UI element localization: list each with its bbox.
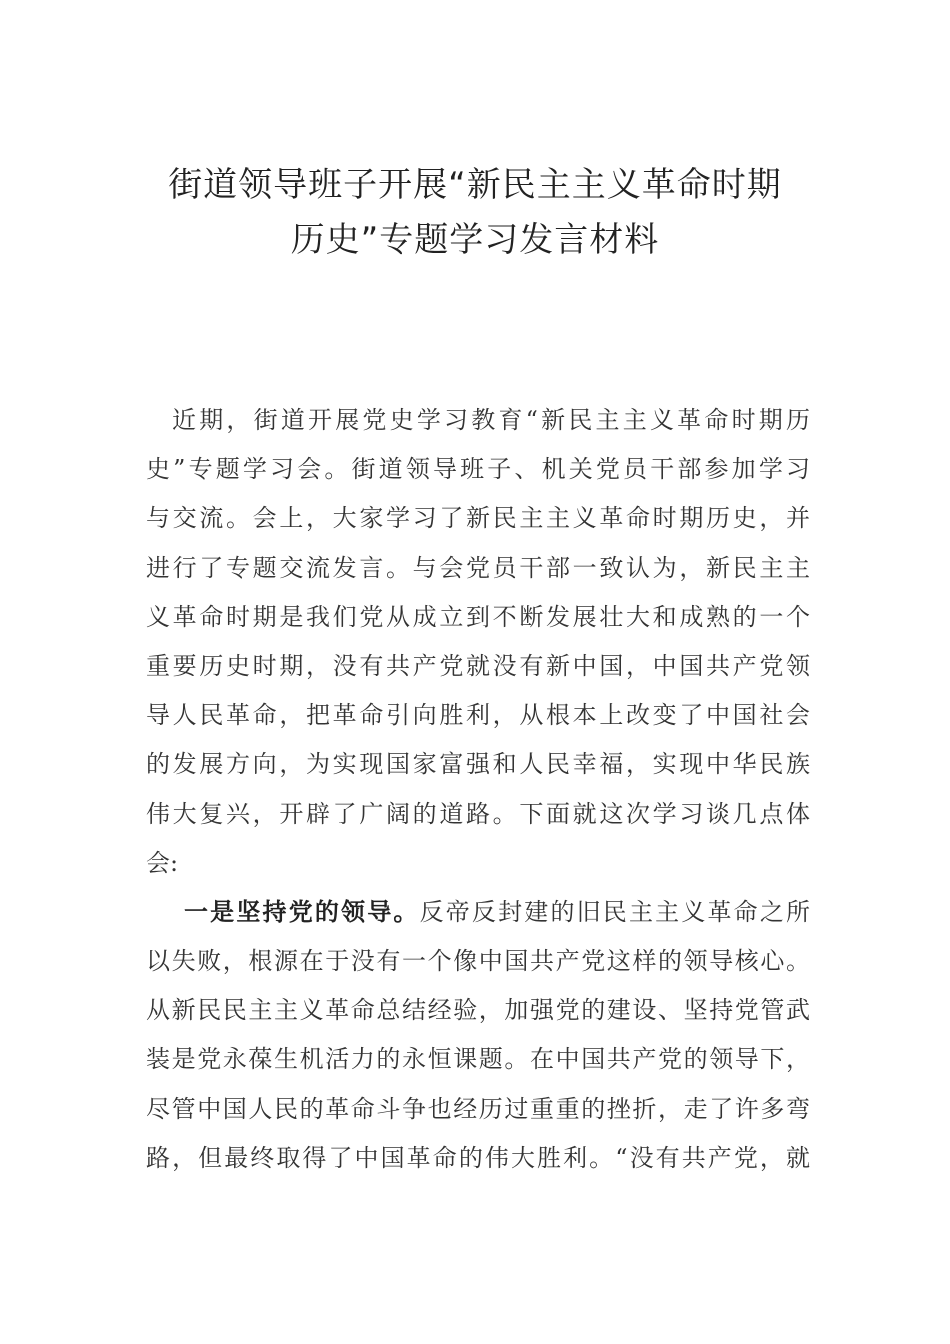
paragraph-line: 重要历史时期，没有共产党就没有新中国，中国共产党领 [146, 651, 810, 680]
paragraph-line: 的发展方向，为实现国家富强和人民幸福，实现中华民族 [146, 750, 810, 779]
paragraph-line: 导人民革命，把革命引向胜利，从根本上改变了中国社会 [146, 701, 810, 730]
paragraph-line: 路，但最终取得了中国革命的伟大胜利。“没有共产党，就 [146, 1143, 810, 1172]
paragraph-line: 与交流。会上，大家学习了新民主主义革命时期历史，并 [146, 504, 810, 533]
title-line-1: 街道领导班子开展“新民主主义革命时期 [168, 165, 782, 205]
paragraph-line: 尽管中国人民的革命斗争也经历过重重的挫折，走了许多弯 [146, 1094, 810, 1123]
document-body [146, 396, 810, 1183]
paragraph-line: 装是党永葆生机活力的永恒课题。在中国共产党的领导下， [146, 1045, 810, 1074]
point-heading: 一是坚持党的领导。 [184, 897, 420, 926]
paragraph-line: 以失败，根源在于没有一个像中国共产党这样的领导核心。 [146, 947, 810, 976]
paragraph-line: 近期，街道开展党史学习教育“新民主主义革命时期历 [172, 406, 810, 434]
paragraph-line: 会: [146, 848, 179, 877]
paragraph-intro [146, 396, 810, 888]
paragraph-line: 进行了专题交流发言。与会党员干部一致认为，新民主主 [146, 553, 810, 582]
paragraph-line: 史”专题学习会。街道领导班子、机关党员干部参加学习 [146, 455, 810, 484]
paragraph-line: 义革命时期是我们党从成立到不断发展壮大和成熟的一个 [146, 602, 810, 631]
paragraph-point-one [146, 888, 810, 1183]
paragraph-line: 从新民民主主义革命总结经验，加强党的建设、坚持党管武 [146, 996, 810, 1025]
paragraph-line [146, 888, 810, 937]
title-line-2: 历史”专题学习发言材料 [290, 220, 660, 260]
paragraph-line: 伟大复兴，开辟了广阔的道路。下面就这次学习谈几点体 [146, 799, 810, 828]
document-title [140, 158, 810, 268]
point-text: 反帝反封建的旧民主主义革命之所 [419, 897, 811, 926]
